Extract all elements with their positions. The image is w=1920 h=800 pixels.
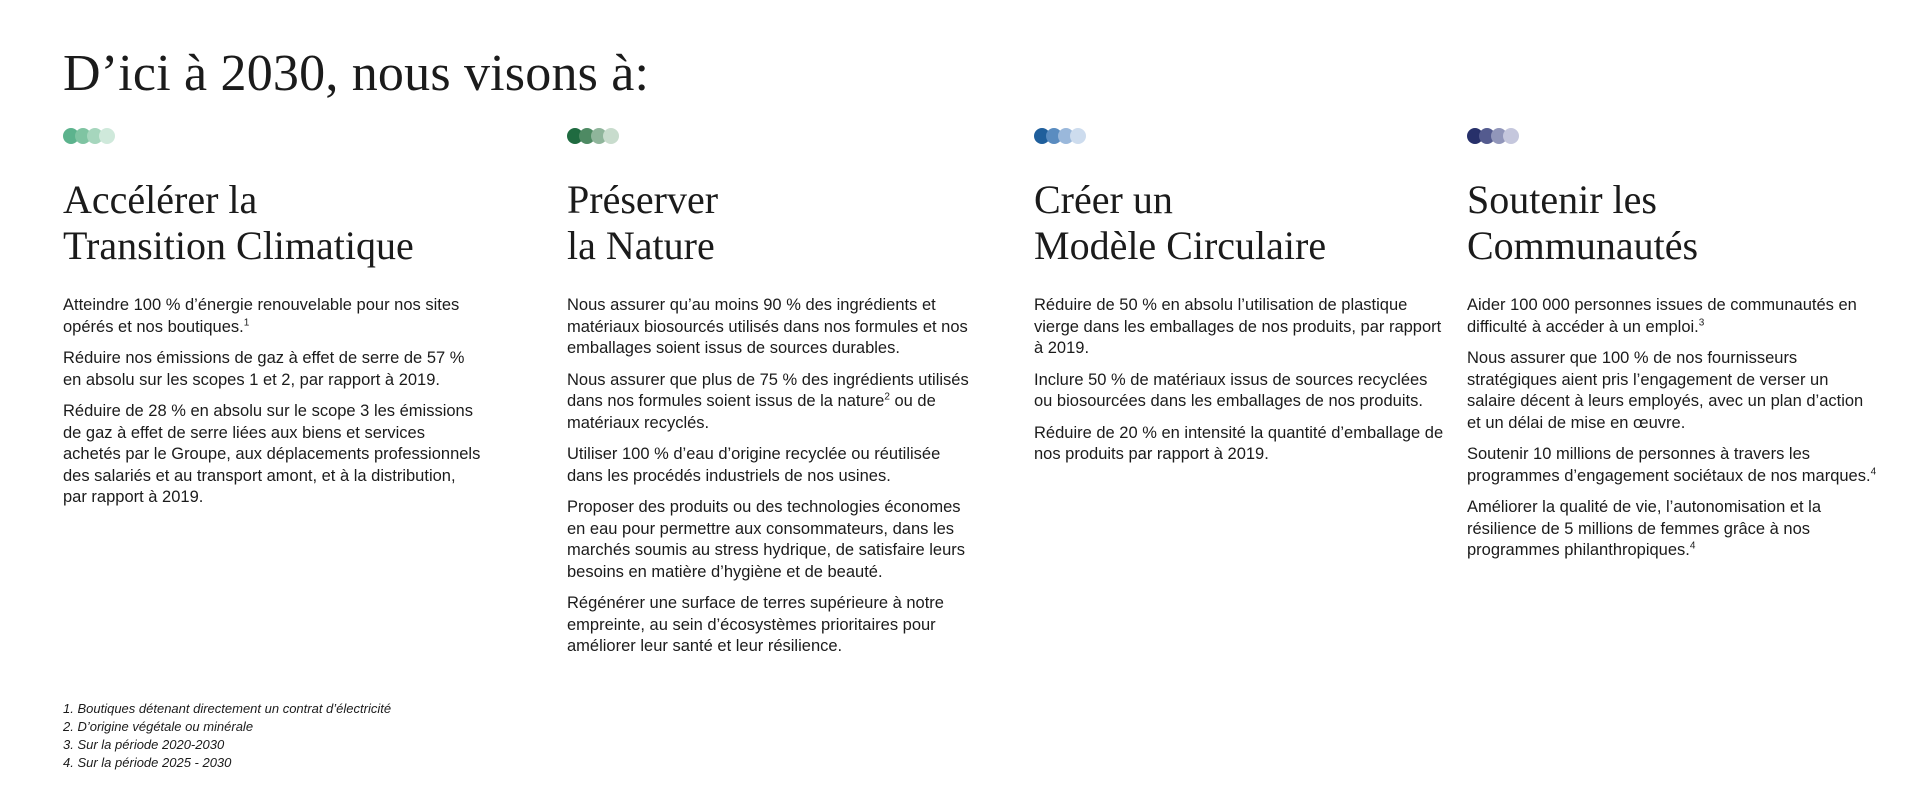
footnote-ref: 2: [884, 391, 890, 403]
goal-item: [1467, 295, 1879, 338]
goal-text: Nous assurer que plus de 75 % des ingrédients utilisés dans nos formules soient issus de la nature: [567, 370, 969, 410]
goal-text: Nous assurer que 100 % de nos fournisseurs stratégiques aient pris l’engagement de verser un salaire décent à leurs employés, avec un plan d’action et un délai de mise en œuvre.: [1467, 349, 1864, 432]
goal-item: [567, 497, 979, 583]
goal-item: [1467, 348, 1879, 434]
column-climate: [63, 128, 483, 519]
goal-text: Atteindre 100 % d’énergie renouvelable pour nos sites opérés et nos boutiques.: [63, 296, 460, 336]
footnote-ref: 1: [243, 317, 250, 328]
column-title-line-2: la Nature: [567, 223, 715, 268]
dot-4: [1070, 128, 1086, 144]
goal-text: Nous assurer qu’au moins 90 % des ingrédients et matériaux biosourcés utilisés dans nos formules et nos emballages soient issus de sources durables.: [567, 296, 968, 357]
goal-item: [1467, 497, 1879, 562]
goal-item: [1034, 423, 1446, 466]
goal-text: Proposer des produits ou des technologies économes en eau pour permettre aux consommateurs, dans les marchés soumis au stress hydrique, de satisfaire leurs besoins en matière d’hygiène et de beauté.: [567, 498, 965, 581]
goal-text: Soutenir 10 millions de personnes à travers les programmes d’engagement sociétaux de nos marques.: [1467, 445, 1871, 485]
goal-text: Inclure 50 % de matériaux issus de sources recyclées ou biosourcées dans les emballages de nos produits.: [1034, 370, 1428, 410]
goal-text-tail: ou de matériaux recyclés.: [567, 392, 936, 432]
goal-item: [63, 401, 483, 509]
footnote-ref: 4: [1689, 540, 1696, 552]
dots-indicator: [1034, 128, 1446, 144]
column-title-line-2: Modèle Circulaire: [1034, 223, 1327, 268]
column-title: [567, 177, 979, 269]
column-title-line-2: Communautés: [1467, 223, 1699, 268]
dots-indicator: [567, 128, 979, 144]
footnote-1: 1. Boutiques détenant directement un contrat d’électricité: [63, 701, 392, 716]
footnote-3: 3. Sur la période 2020-2030: [63, 737, 225, 752]
column-circular: [1034, 128, 1446, 476]
goal-item: [63, 295, 483, 338]
goal-text: Réduire de 28 % en absolu sur le scope 3 les émissions de gaz à effet de serre liées aux biens et services achetés par le Groupe, aux déplacements professionnels des salariés et au transport amont, et à la distribution, par rapport à 2019.: [63, 402, 481, 506]
goal-text: Réduire de 20 % en intensité la quantité d’emballage de nos produits par rapport à 2019.: [1034, 423, 1444, 463]
column-title-line-1: Créer un: [1034, 177, 1173, 222]
goal-item: [567, 370, 979, 435]
dots-indicator: [1467, 128, 1879, 144]
column-title-line-1: Accélérer la: [63, 177, 258, 222]
goal-item: [1034, 295, 1446, 360]
goal-text: Améliorer la qualité de vie, l’autonomisation et la résilience de 5 millions de femmes grâce à nos programmes philanthropiques.: [1467, 498, 1822, 559]
goal-text: Réduire nos émissions de gaz à effet de serre de 57 % en absolu sur les scopes 1 et 2, par rapport à 2019.: [63, 349, 465, 389]
column-title-line-1: Préserver: [567, 177, 719, 222]
goal-text: Aider 100 000 personnes issues de communautés en difficulté à accéder à un emploi.: [1467, 296, 1857, 336]
dot-4: [99, 128, 115, 144]
goal-text: Réduire de 50 % en absolu l’utilisation de plastique vierge dans les emballages de nos produits, par rapport à 2019.: [1034, 296, 1442, 357]
column-title: [63, 177, 483, 269]
footnote-ref: 4: [1870, 466, 1877, 477]
goal-item: [567, 593, 979, 658]
column-title-line-2: Transition Climatique: [63, 223, 414, 268]
column-title: [1467, 177, 1879, 269]
goal-text: Utiliser 100 % d’eau d’origine recyclée ou réutilisée dans les procédés industriels de nos usines.: [567, 445, 941, 485]
footnote-ref: 3: [1698, 317, 1705, 328]
page-title: D’ici à 2030, nous visons à:: [63, 45, 650, 102]
goal-item: [1034, 370, 1446, 413]
goal-item: [567, 444, 979, 487]
dots-indicator: [63, 128, 483, 144]
goal-item: [1467, 444, 1879, 487]
goal-item: [567, 295, 979, 360]
column-nature: [567, 128, 979, 668]
footnote-2: 2. D’origine végétale ou minérale: [63, 719, 254, 734]
goal-item: [63, 348, 483, 391]
goal-text: Régénérer une surface de terres supérieure à notre empreinte, au sein d’écosystèmes prioritaires pour améliorer leur santé et leur résilience.: [567, 594, 944, 655]
column-communities: [1467, 128, 1879, 572]
dot-4: [1503, 128, 1519, 144]
column-title-line-1: Soutenir les: [1467, 177, 1657, 222]
column-title: [1034, 177, 1446, 269]
dot-4: [603, 128, 619, 144]
footnotes: [63, 700, 391, 772]
footnote-4: 4. Sur la période 2025 - 2030: [63, 755, 232, 770]
